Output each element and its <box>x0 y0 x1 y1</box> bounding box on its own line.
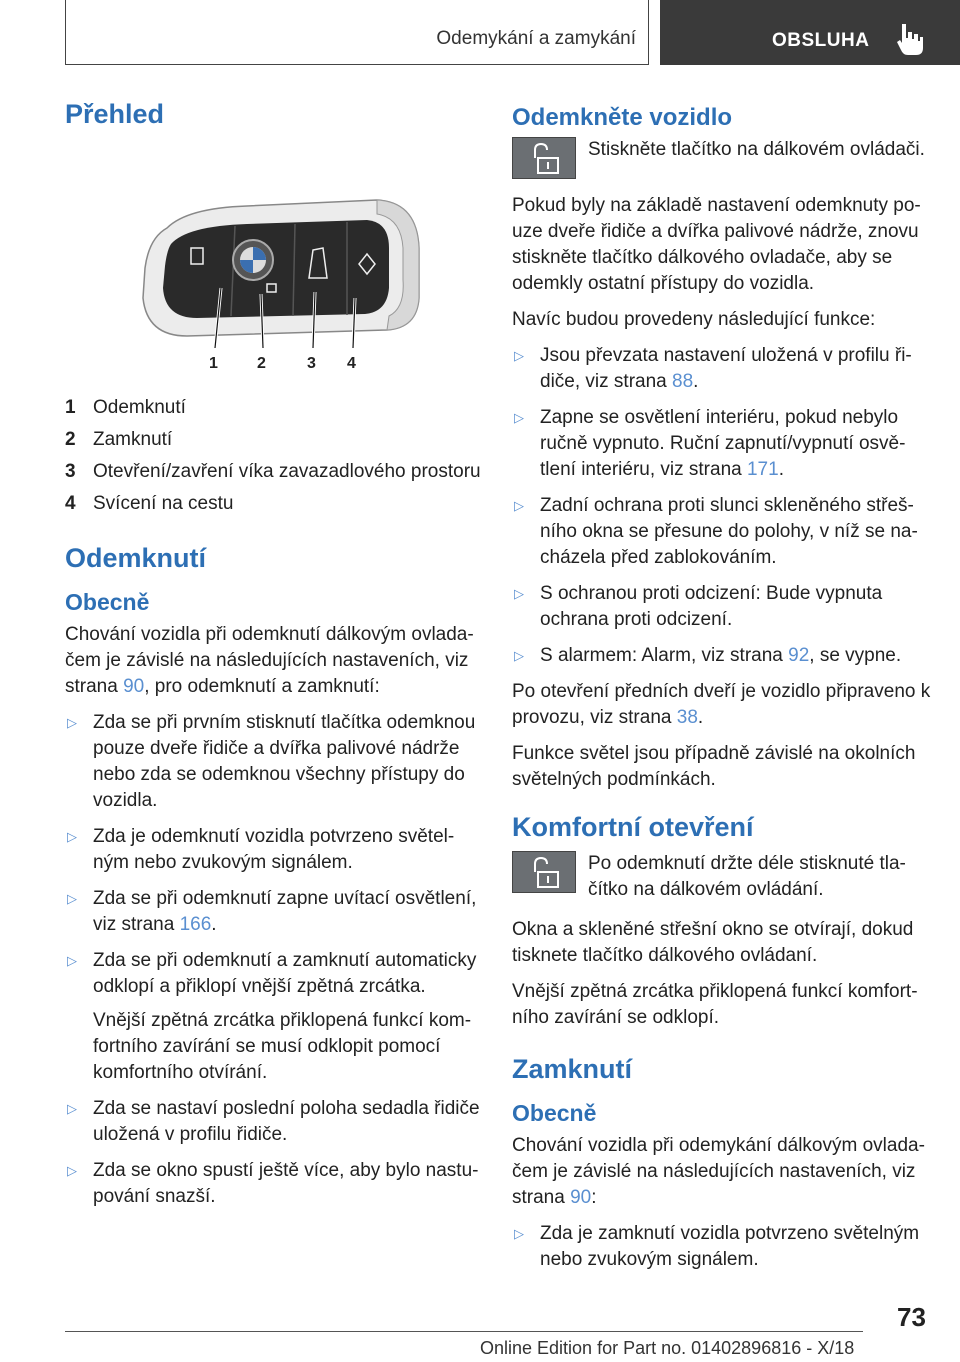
general-subtitle: Obecně <box>512 1099 597 1126</box>
triangle-bullet-icon: ▷ <box>514 647 524 663</box>
unlock-button-icon <box>512 851 576 893</box>
paragraph: Okna a skleněné střešní okno se otvírají, dokud tisknete tlačítko dálkového ovládaní. <box>512 919 914 967</box>
paragraph: Funkce světel jsou případně závislé na okolních světelných podmínkách. <box>512 742 916 790</box>
triangle-bullet-icon: ▷ <box>67 715 77 731</box>
triangle-bullet-icon: ▷ <box>514 1226 524 1242</box>
paragraph: Navíc budou provedeny následující funkce: <box>512 308 876 330</box>
list-item: ▷ Zadní ochrana proti slunci skleněného střeš-ního okna se přesune do polohy, v níž se na-cházela před zablokováním. <box>514 494 918 568</box>
fob-legend <box>65 392 485 520</box>
unlock-title: Odemknutí <box>65 543 207 574</box>
list-item: ▷ S ochranou proti odcizení: Bude vypnuta ochrana proti odcizení. <box>514 582 883 630</box>
list-item: ▷ Zda se okno spustí ještě více, aby bylo nastu-pování snazší. <box>67 1160 479 1208</box>
list-item-note: Vnější zpětná zrcátka přiklopená funkcí kom-fortního zavírání se musí odklopit pomocí komfortního otvírání. <box>93 1010 472 1084</box>
list-item: ▷ Zda se při odemknutí zapne uvítací osvětlení, viz strana 166. <box>67 888 477 936</box>
legend-row: 3 Otevření/zavření víka zavazadlového prostoru <box>65 461 481 483</box>
triangle-bullet-icon: ▷ <box>514 409 524 425</box>
page-link[interactable]: 90 <box>123 676 145 698</box>
triangle-bullet-icon: ▷ <box>67 1101 77 1117</box>
unlock-button-icon <box>512 137 576 179</box>
page-link[interactable]: 88 <box>672 370 694 392</box>
general-subtitle: Obecně <box>65 588 150 615</box>
left-column <box>65 98 485 1220</box>
pointing-hand-icon <box>896 22 924 56</box>
list-item: ▷ Zda je zamknutí vozidla potvrzeno světelným nebo zvukovým signálem. <box>514 1223 920 1271</box>
header-chapter-title: OBSLUHA <box>772 30 870 51</box>
comfort-open-title: Komfortní otevření <box>512 811 754 842</box>
triangle-bullet-icon: ▷ <box>67 953 77 969</box>
footer-edition: Online Edition for Part no. 01402896816 - X/18 <box>480 1338 855 1358</box>
unlock-button-row <box>512 137 932 179</box>
fob-label-2: 2 <box>257 355 266 373</box>
paragraph: Chování vozidla při odemykání dálkovým ovlada-čem je závislé na následujících nastaveních, viz strana 90: <box>512 1135 925 1209</box>
list-item: ▷ Zda se nastaví poslední poloha sedadla řidiče uložená v profilu řidiče. <box>67 1098 480 1146</box>
fob-label-1: 1 <box>209 355 218 373</box>
header-section-title: Odemykání a zamykání <box>436 28 636 49</box>
unlock-vehicle-title: Odemkněte vozidlo <box>512 104 733 131</box>
footer-divider <box>65 1331 863 1332</box>
paragraph: Po otevření předních dveří je vozidlo připraveno k provozu, viz strana 38. <box>512 680 931 728</box>
right-column <box>512 104 932 1283</box>
lock-title: Zamknutí <box>512 1054 633 1085</box>
triangle-bullet-icon: ▷ <box>514 585 524 601</box>
list-item: ▷ Zda se při odemknutí a zamknutí automaticky odklopí a přiklopí vnější zpětná zrcátka. Vnější zpětná zrcátka přiklopená funkcí kom-fortního zavírání se musí odklopit pomocí komfortního otvírání. <box>65 948 485 1086</box>
press-button-text: Stiskněte tlačítko na dálkovém ovládači. <box>588 138 925 160</box>
list-item: ▷ Zda se při prvním stisknutí tlačítka odemknou pouze dveře řidiče a dvířka palivové nádrže nebo zda se odemknou všechny přístupy do vozidla. <box>67 712 476 812</box>
list-item: ▷ S alarmem: Alarm, viz strana 92, se vypne. <box>512 643 932 669</box>
overview-title: Přehled <box>65 99 165 129</box>
list-item: ▷ Zda je odemknutí vozidla potvrzeno světel-ným nebo zvukovým signálem. <box>67 826 455 874</box>
unlock-settings-list <box>65 710 485 1210</box>
legend-row: 2 Zamknutí <box>65 429 173 451</box>
triangle-bullet-icon: ▷ <box>67 1163 77 1179</box>
legend-row: 4 Svícení na cestu <box>65 493 234 515</box>
list-item: ▷ Jsou převzata nastavení uložená v profilu ři-diče, viz strana 88. <box>514 344 912 392</box>
page-link[interactable]: 38 <box>676 706 698 728</box>
page-link[interactable]: 92 <box>788 644 810 666</box>
triangle-bullet-icon: ▷ <box>514 347 524 363</box>
triangle-bullet-icon: ▷ <box>67 829 77 845</box>
fob-label-4: 4 <box>347 355 356 373</box>
triangle-bullet-icon: ▷ <box>67 891 77 907</box>
paragraph: Vnější zpětná zrcátka přiklopená funkcí komfort-ního zavírání se odklopí. <box>512 981 918 1029</box>
legend-row: 1 Odemknutí <box>65 397 186 419</box>
lock-settings-list <box>512 1221 932 1273</box>
page-link[interactable]: 90 <box>570 1187 592 1209</box>
comfort-button-row <box>512 851 932 903</box>
page-number: 73 <box>897 1302 926 1332</box>
page-link[interactable]: 166 <box>179 914 212 936</box>
triangle-bullet-icon: ▷ <box>514 497 524 513</box>
header-chapter-box <box>660 0 960 65</box>
page-link[interactable]: 171 <box>746 458 779 480</box>
header-section-box <box>65 0 649 65</box>
unlock-intro: Chování vozidla při odemknutí dálkovým ovlada-čem je závislé na následujících nastaveních, viz strana 90, pro odemknutí a zamknutí: <box>65 624 474 698</box>
key-fob-illustration <box>127 188 427 378</box>
paragraph: Pokud byly na základě nastavení odemknuty po-uze dveře řidiče a dvířka palivové nádrže, znovu stiskněte tlačítko dálkového ovladače, aby se odemkly ostatní přístupy do vozidla. <box>512 194 921 294</box>
list-item: ▷ Zapne se osvětlení interiéru, pokud nebylo ručně vypnuto. Ruční zapnutí/vypnutí osvě-tlení interiéru, viz strana 171. <box>514 406 906 480</box>
fob-label-3: 3 <box>307 355 316 373</box>
additional-functions-list <box>512 343 932 669</box>
comfort-open-text: Po odemknutí držte déle stisknuté tla-čítko na dálkovém ovládání. <box>588 853 906 901</box>
